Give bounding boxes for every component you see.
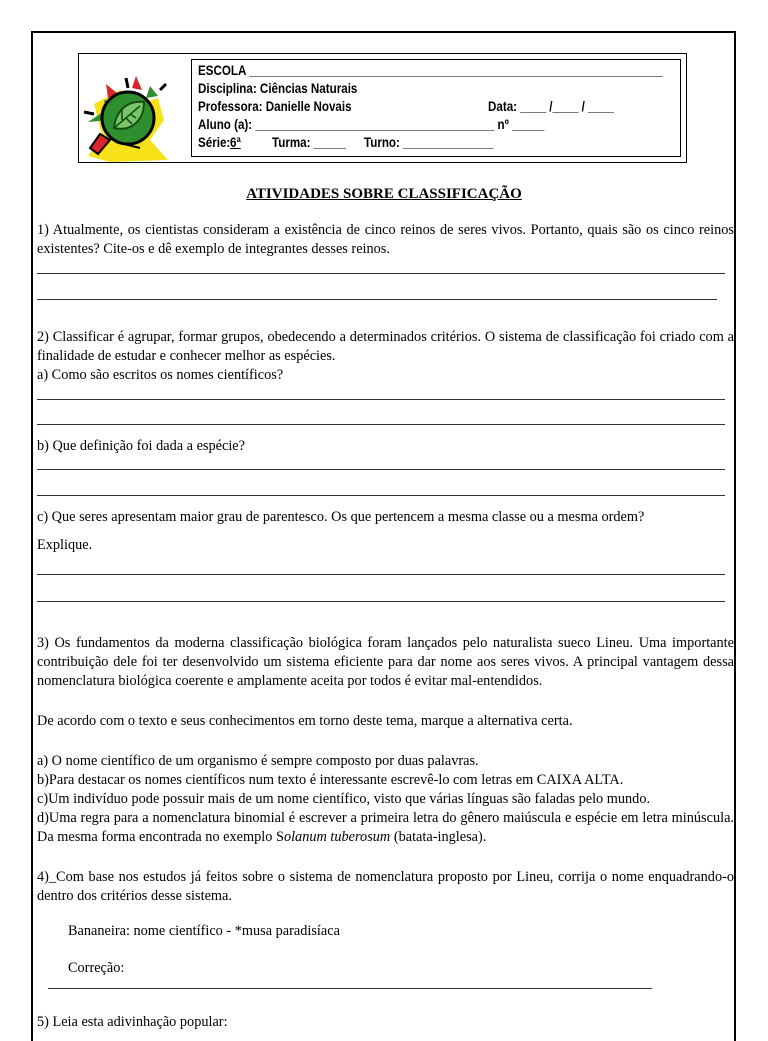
answer-line — [37, 495, 725, 496]
question-1: 1) Atualmente, os cientistas consideram a existência de cinco reinos de seres vivos. Portanto, quais são os cinco reinos existentes? Cite-os e dê exemplo de integrantes desses reinos. — [37, 222, 734, 257]
turno-field: Turno: ______________ — [364, 135, 494, 150]
question-2-intro: 2) Classificar é agrupar, formar grupos, obedecendo a determinados critérios. O sistema de classificação foi criado com a finalidade de estudar e conhecer melhor as espécies. — [37, 329, 734, 364]
professora-field: Professora: Danielle Novais — [198, 99, 352, 114]
option-d-end: (batata-inglesa). — [390, 829, 487, 845]
answer-line — [48, 988, 652, 989]
question-4-item: Bananeira: nome científico - *musa paradisíaca — [68, 923, 340, 939]
question-2c: c) Que seres apresentam maior grau de parentesco. Os que pertencem a mesma classe ou a mesma ordem? — [37, 509, 645, 525]
question-3-option-c: c)Um indivíduo pode possuir mais de um nome científico, visto que várias línguas são faladas pelo mundo. — [37, 791, 651, 807]
question-2a: a) Como são escritos os nomes científicos? — [37, 367, 284, 383]
question-3-option-b: b)Para destacar os nomes científicos num texto é interessante escrevê-lo com letras em CAIXA ALTA. — [37, 772, 624, 788]
answer-line — [37, 273, 725, 274]
question-4-correcao: Correção: — [68, 960, 125, 976]
disciplina-field: Disciplina: Ciências Naturais — [198, 81, 358, 96]
aluno-field: Aluno (a): _____________________________________ nº _____ — [198, 117, 545, 132]
question-2c-explique: Explique. — [37, 537, 93, 553]
serie-label: Série: — [198, 135, 231, 150]
question-3-instruction: De acordo com o texto e seus conhecimentos em torno deste tema, marque a alternativa certa. — [37, 713, 573, 729]
question-4: 4)_Com base nos estudos já feitos sobre o sistema de nomenclatura proposto por Lineu, corrija o nome enquadrando-o dentro dos critérios desse sistema. — [37, 869, 734, 904]
answer-line — [37, 601, 725, 602]
question-3-intro: 3) Os fundamentos da moderna classificação biológica foram lançados pelo naturalista sueco Lineu. Uma importante contribuição dele foi ter desenvolvido um sistema eficiente para dar nome aos seres vivos. A principal vantagem dessa nomenclatura biológica coerente e amplamente aceita por todos é evitar mal-entendidos. — [37, 635, 734, 689]
question-2b: b) Que definição foi dada a espécie? — [37, 438, 245, 454]
scientific-name: olanum tuberosum — [283, 829, 391, 845]
question-5: 5) Leia esta adivinhação popular: — [37, 1014, 228, 1030]
data-field: Data: ____ /____ / ____ — [488, 99, 614, 114]
page-title: ATIVIDADES SOBRE CLASSIFICAÇÃO — [246, 186, 522, 202]
answer-line — [37, 469, 725, 470]
answer-line — [37, 399, 725, 400]
answer-line — [37, 424, 725, 425]
answer-line — [37, 574, 725, 575]
question-3-option-d — [37, 809, 734, 847]
leaf-magnifier-logo-icon — [80, 64, 176, 164]
turma-field: Turma: _____ — [272, 135, 347, 150]
question-3-option-a: a) O nome científico de um organismo é sempre composto por duas palavras. — [37, 753, 479, 769]
serie-value: 6ª — [230, 135, 241, 150]
escola-field: ESCOLA ________________________________________________________________ — [198, 63, 663, 78]
answer-line — [37, 299, 717, 300]
option-d-text: d)Uma regra para a nomenclatura binomial é escrever a primeira letra do gênero maiúscula e espécie em letra minúscula. Da mesma forma encontrada no exemplo S — [37, 810, 734, 845]
